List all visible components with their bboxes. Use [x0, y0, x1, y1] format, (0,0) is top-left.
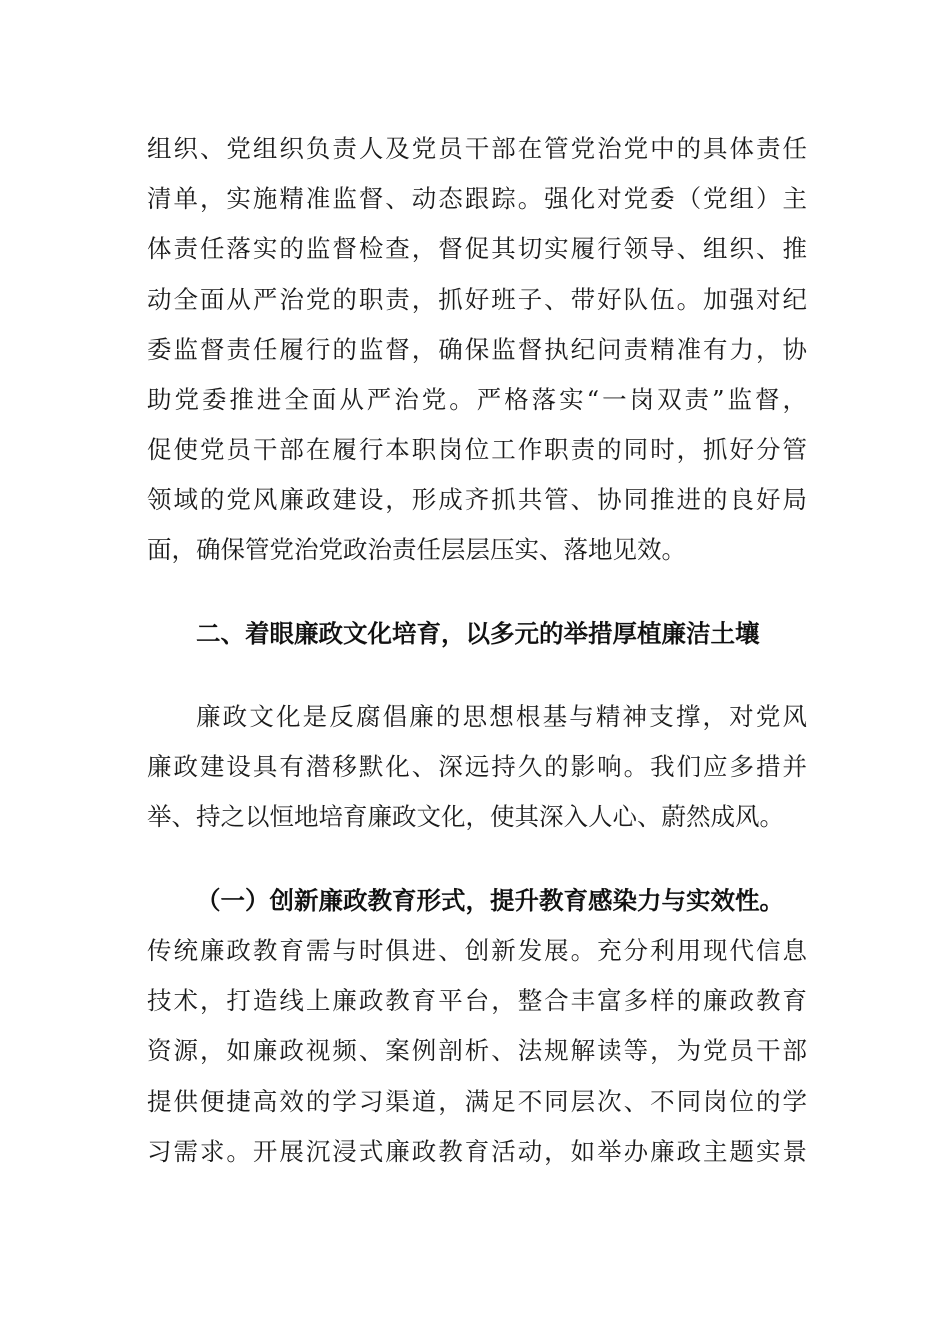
paragraph-line: 动全面从严治党的职责，抓好班子、带好队伍。加强对纪	[147, 285, 807, 314]
paragraph-line: 体责任落实的监督检查，督促其切实履行领导、组织、推	[147, 234, 807, 263]
section-heading: 二、着眼廉政文化培育，以多元的举措厚植廉洁土壤	[196, 619, 760, 648]
paragraph-line: 技术，打造线上廉政教育平台，整合丰富多样的廉政教育	[147, 986, 807, 1015]
paragraph-line: 资源，如廉政视频、案例剖析、法规解读等，为党员干部	[147, 1036, 807, 1065]
paragraph-line: 廉政建设具有潜移默化、深远持久的影响。我们应多措并	[147, 752, 807, 781]
paragraph-line: 举、持之以恒地培育廉政文化，使其深入人心、蔚然成风。	[147, 802, 784, 831]
paragraph-line: 委监督责任履行的监督，确保监督执纪问责精准有力，协	[147, 335, 807, 364]
subsection-heading: （一）创新廉政教育形式，提升教育感染力与实效性。	[196, 886, 784, 915]
paragraph-line: 习需求。开展沉浸式廉政教育活动，如举办廉政主题实景	[147, 1137, 807, 1166]
paragraph-line: 传统廉政教育需与时俱进、创新发展。充分利用现代信息	[147, 936, 807, 965]
paragraph-line: 助党委推进全面从严治党。严格落实“一岗双责”监督，	[147, 385, 807, 414]
paragraph-line: 廉政文化是反腐倡廉的思想根基与精神支撑，对党风	[196, 702, 807, 731]
paragraph-line: 组织、党组织负责人及党员干部在管党治党中的具体责任	[147, 134, 807, 163]
paragraph-line: 促使党员干部在履行本职岗位工作职责的同时，抓好分管	[147, 435, 807, 464]
paragraph-line: 领域的党风廉政建设，形成齐抓共管、协同推进的良好局	[147, 485, 807, 514]
paragraph-line: 面，确保管党治党政治责任层层压实、落地见效。	[147, 535, 686, 564]
paragraph-line: 清单，实施精准监督、动态跟踪。强化对党委（党组）主	[147, 184, 807, 213]
paragraph-line: 提供便捷高效的学习渠道，满足不同层次、不同岗位的学	[147, 1087, 807, 1116]
